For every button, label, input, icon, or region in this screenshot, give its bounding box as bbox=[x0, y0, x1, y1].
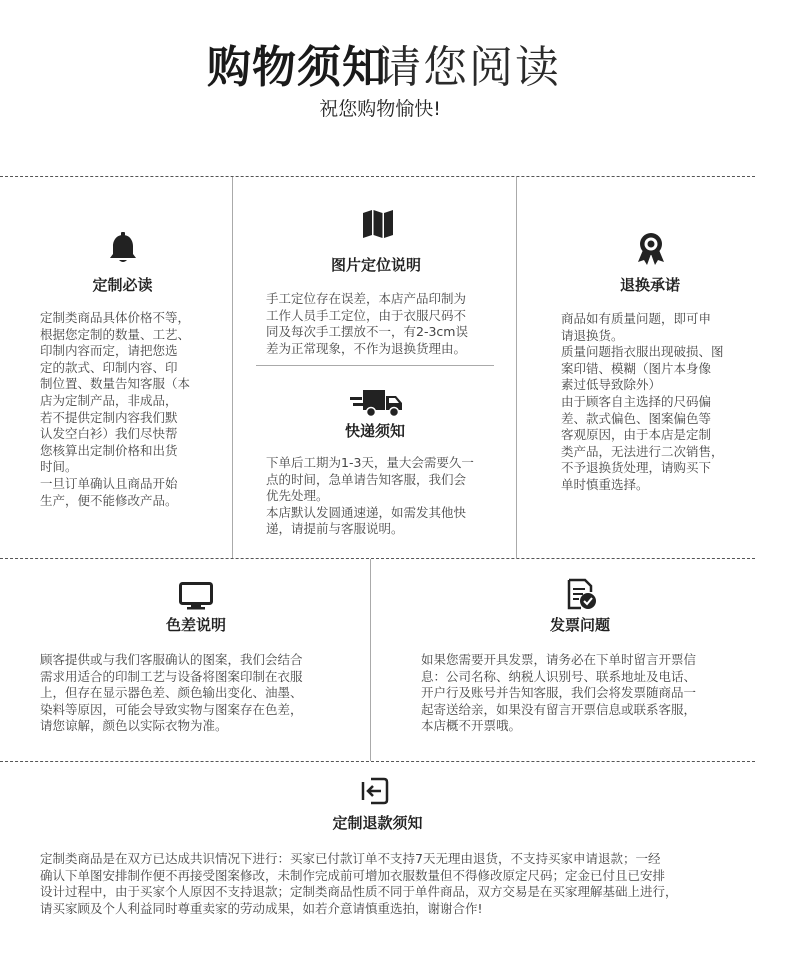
image-position-heading: 图片定位说明 bbox=[330, 256, 421, 274]
page-subtitle: 祝您购物愉快! bbox=[319, 98, 441, 120]
divider-col-2 bbox=[516, 177, 517, 558]
delivery-heading: 快递须知 bbox=[344, 422, 405, 440]
truck-icon bbox=[350, 388, 404, 418]
page-title-light: 请您阅读 bbox=[377, 42, 561, 93]
divider-col-1 bbox=[232, 177, 233, 558]
invoice-icon bbox=[567, 578, 597, 610]
return-promise-heading: 退换承诺 bbox=[619, 276, 680, 294]
divider-bottom bbox=[0, 761, 755, 762]
delivery-body: 下单后工期为1-3天，量大会需要久一 点的时间，急单请告知客服，我们会 优先处理。 本店默认发圆通速递，如需发其他快 递，请提前与客服说明。 bbox=[266, 455, 474, 537]
divider-top bbox=[0, 176, 755, 177]
bell-icon bbox=[108, 232, 138, 264]
refund-body: 定制类商品是在双方已达成共识情况下进行：买家已付款订单不支持7天无理由退货，不支持买家申请退款；一经 确认下单图安排制作便不再接受图案修改，未制作完成前可增加衣服数量但不得修改原定尺码；定金已付且已安排 设计过程中，由于买家个人原因不支持退款；定制类商品性质不同于单件商品，双方交易是在买家理解基础上进行， 请买家顾及个人利益同时尊重卖家的劳动成果，如若介意请慎重选拍，谢谢合作! bbox=[40, 851, 678, 916]
color-difference-body: 顾客提供或与我们客服确认的图案，我们会结合 需求用适合的印制工艺与设备将图案印制在衣服 上，但存在显示器色差、颜色输出变化、油墨、 染料等原因，可能会导致实物与图案存在色差， 请您谅解，颜色以实际衣物为准。 bbox=[40, 652, 303, 734]
invoice-body: 如果您需要开具发票，请务必在下单时留言开票信 息：公司名称、纳税人识别号、联系地址及电话、 开户行及账号并告知客服，我们会将发票随商品一 起寄送给亲，如果没有留言开票信息或联系客服， 本店概不开票哦。 bbox=[421, 652, 697, 734]
image-position-body: 手工定位存在误差，本店产品印制为 工作人员手工定位，由于衣服尺码不 同及每次手工摆放不一，有2-3cm误 差为正常现象，不作为退换货理由。 bbox=[266, 291, 468, 356]
monitor-icon bbox=[179, 582, 213, 610]
custom-notice-heading: 定制必读 bbox=[92, 276, 153, 294]
color-difference-heading: 色差说明 bbox=[165, 616, 226, 634]
divider-middle bbox=[0, 558, 755, 559]
map-icon bbox=[362, 208, 394, 240]
page-title-bold: 购物须知 bbox=[207, 42, 387, 93]
divider-col-3 bbox=[370, 559, 371, 761]
invoice-heading: 发票问题 bbox=[549, 616, 610, 634]
divider-inner bbox=[256, 365, 494, 366]
award-icon bbox=[636, 232, 666, 266]
return-promise-body: 商品如有质量问题，即可申 请退换货。 质量问题指衣服出现破损、图 案印错、模糊（图片本身像 素过低导致除外） 由于顾客自主选择的尺码偏 差、款式偏色、图案偏色等 客观原因，由于本店是定制 类产品，无法进行二次销售， 不予退换货处理，请购买下 单时慎重选择。 bbox=[561, 311, 724, 492]
custom-notice-body: 定制类商品具体价格不等， 根据您定制的数量、工艺、 印制内容而定，请把您选 定的款式、印制内容、印 制位置、数量告知客服（本 店为定制产品，非成品， 若不提供定制内容我们默 认发空白衫）我们尽快帮 您核算出定制价格和出货 时间。 一旦订单确认且商品开始 生产，便不能修改产品。 bbox=[40, 310, 191, 508]
refund-heading: 定制退款须知 bbox=[332, 814, 423, 832]
return-arrow-icon bbox=[360, 776, 390, 806]
